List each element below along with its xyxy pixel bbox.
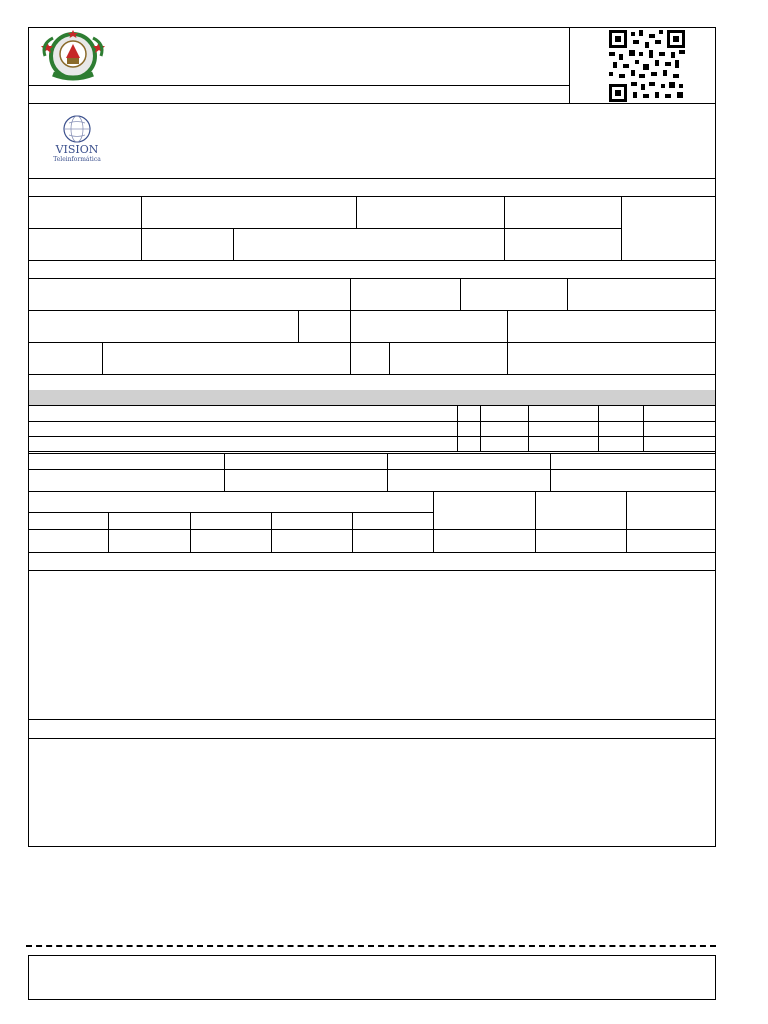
row-line (29, 512, 433, 513)
receipt-box (28, 955, 716, 1000)
cell-divider (457, 405, 458, 451)
vision-subtitle: Teleinformática (53, 156, 101, 163)
form-frame (28, 27, 716, 847)
cell-divider (433, 491, 434, 552)
cell-divider (480, 405, 481, 451)
row-line (29, 260, 715, 261)
description-area (29, 571, 715, 719)
cell-divider (460, 278, 461, 310)
cell-divider (387, 453, 388, 491)
cell-divider (626, 491, 627, 552)
coat-of-arms-icon (39, 30, 107, 82)
cell-divider (621, 196, 622, 260)
cell-divider (141, 228, 142, 260)
section-line (29, 178, 715, 179)
observations-area (29, 739, 715, 847)
row-line (29, 228, 621, 229)
cell-divider (102, 342, 103, 374)
cell-divider (224, 453, 225, 491)
row-line (29, 453, 715, 454)
cell-divider (598, 405, 599, 451)
vision-logo (51, 114, 103, 170)
header-divider (569, 28, 570, 103)
row-line (29, 374, 715, 375)
cell-divider (271, 512, 272, 552)
qr-code (609, 30, 685, 102)
vision-name: VISION (55, 143, 99, 156)
cell-divider (389, 342, 390, 374)
cell-divider (233, 228, 234, 260)
cell-divider (643, 405, 644, 451)
row-line (29, 278, 715, 279)
section-band (29, 390, 715, 405)
cell-divider (550, 453, 551, 491)
cell-divider (108, 512, 109, 552)
section-line (29, 196, 715, 197)
globe-icon (61, 114, 93, 144)
row-line (29, 421, 715, 422)
cell-divider (352, 512, 353, 552)
crest-logo (39, 30, 107, 82)
cell-divider (567, 278, 568, 310)
row-line (29, 342, 715, 343)
cut-line (26, 945, 716, 947)
cell-divider (298, 310, 299, 342)
row-line (29, 552, 715, 553)
cell-divider (190, 512, 191, 552)
row-line (29, 719, 715, 720)
row-line (29, 436, 715, 437)
header-bottom (29, 103, 715, 104)
row-line (29, 469, 715, 470)
row-line (29, 451, 715, 452)
row-line (29, 310, 715, 311)
row-line (29, 491, 715, 492)
qr-code-icon (609, 30, 685, 102)
row-line (29, 405, 715, 406)
cell-divider (528, 405, 529, 451)
cell-divider (141, 196, 142, 228)
row-line (29, 529, 715, 530)
header-underline (29, 85, 569, 86)
cell-divider (350, 278, 351, 310)
cell-divider (535, 491, 536, 552)
cell-divider (356, 196, 357, 228)
